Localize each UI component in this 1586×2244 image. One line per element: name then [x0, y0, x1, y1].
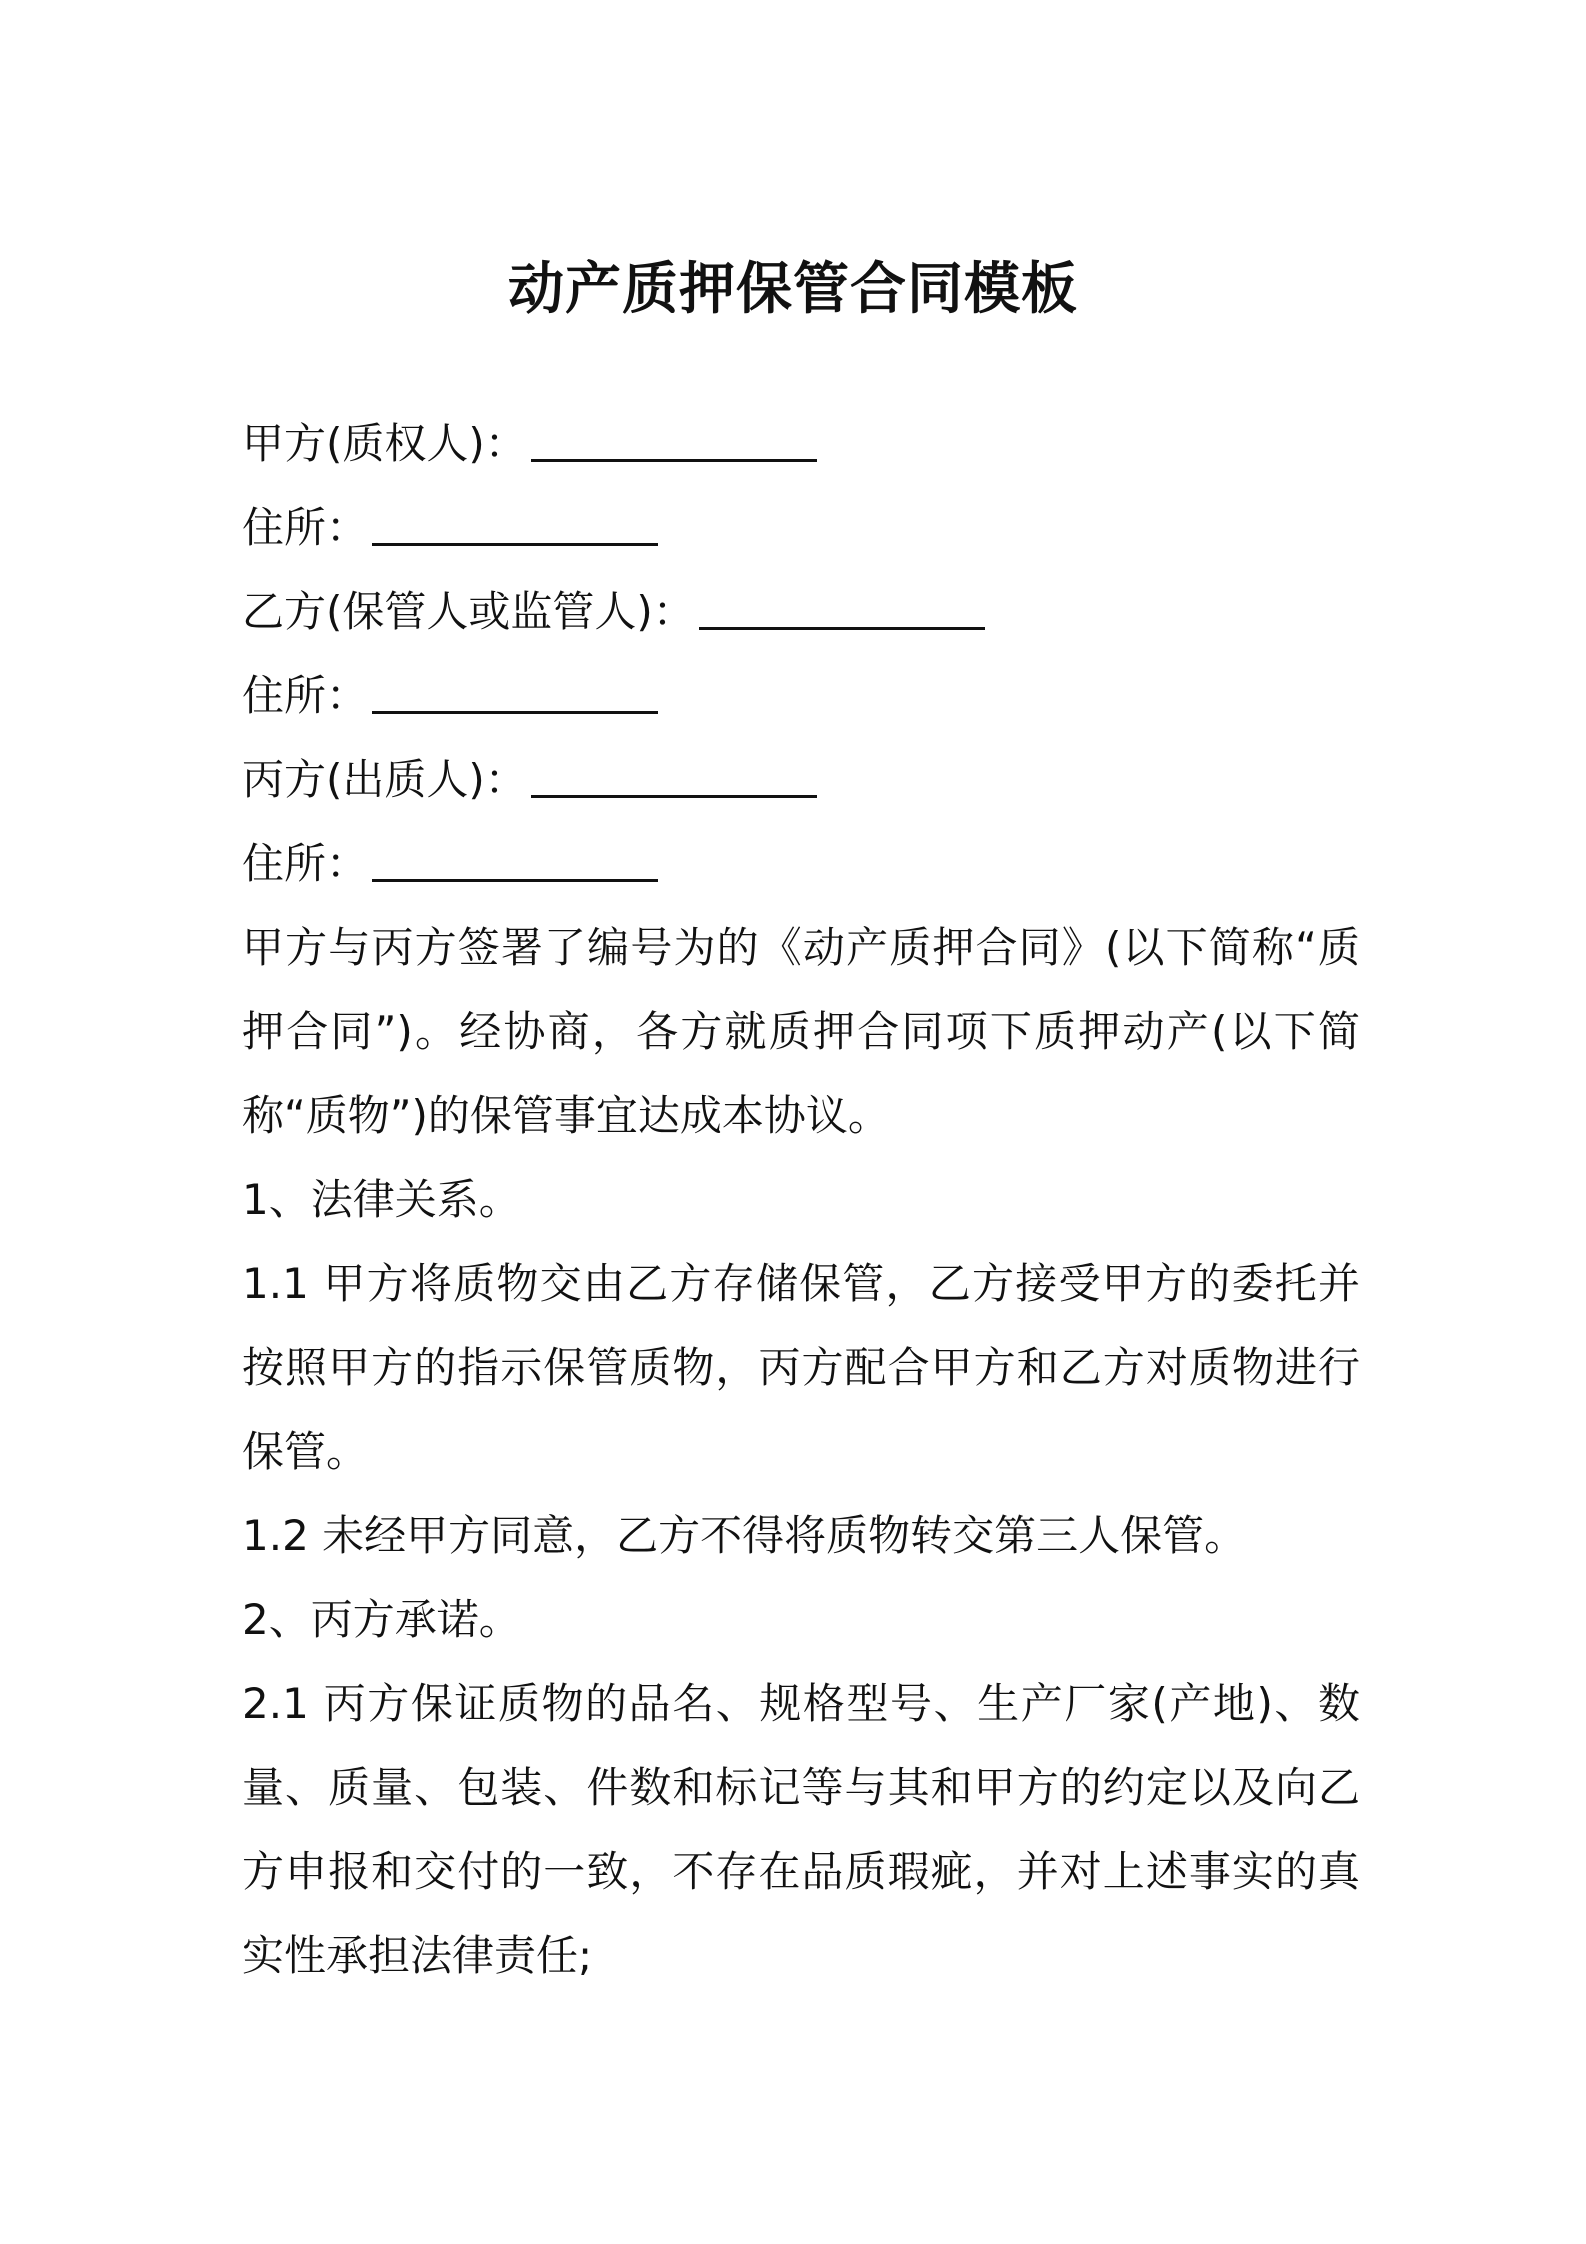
clause-paragraph: 1.2 未经甲方同意，乙方不得将质物转交第三人保管。 [242, 1511, 1247, 1560]
section-heading: 2、丙方承诺。 [242, 1595, 521, 1644]
party-label: 住所： [242, 839, 369, 888]
party-line-c [242, 738, 1360, 822]
party-label: 乙方(保管人或监管人)： [242, 587, 695, 636]
party-label: 住所： [242, 503, 369, 552]
section-heading: 1、法律关系。 [242, 1175, 521, 1224]
fill-in-blank [372, 503, 658, 546]
party-line-b-address [242, 654, 1360, 738]
party-label: 甲方(质权人)： [242, 419, 527, 468]
clause-paragraph: 2.1 丙方保证质物的品名、规格型号、生产厂家(产地)、数量、质量、包装、件数和标记等与其和甲方的约定以及向乙方申报和交付的一致，不存在品质瑕疵，并对上述事实的真实性承担法律责任; [242, 1679, 1360, 1980]
document-body [242, 402, 1360, 1998]
party-label: 丙方(出质人)： [242, 755, 527, 804]
clause-paragraph: 1.1 甲方将质物交由乙方存储保管，乙方接受甲方的委托并按照甲方的指示保管质物，丙方配合甲方和乙方对质物进行保管。 [242, 1259, 1360, 1476]
document-title: 动产质押保管合同模板 [508, 257, 1078, 322]
party-line-a [242, 402, 1360, 486]
fill-in-blank [699, 587, 985, 630]
fill-in-blank [372, 839, 658, 882]
party-line-b [242, 570, 1360, 654]
fill-in-blank [531, 755, 817, 798]
fill-in-blank [531, 419, 817, 462]
fill-in-blank [372, 671, 658, 714]
party-line-c-address [242, 822, 1360, 906]
party-line-a-address [242, 486, 1360, 570]
party-label: 住所： [242, 671, 369, 720]
intro-paragraph: 甲方与丙方签署了编号为的《动产质押合同》(以下简称“质押合同”)。经协商，各方就质押合同项下质押动产(以下简称“质物”)的保管事宜达成本协议。 [242, 923, 1360, 1140]
